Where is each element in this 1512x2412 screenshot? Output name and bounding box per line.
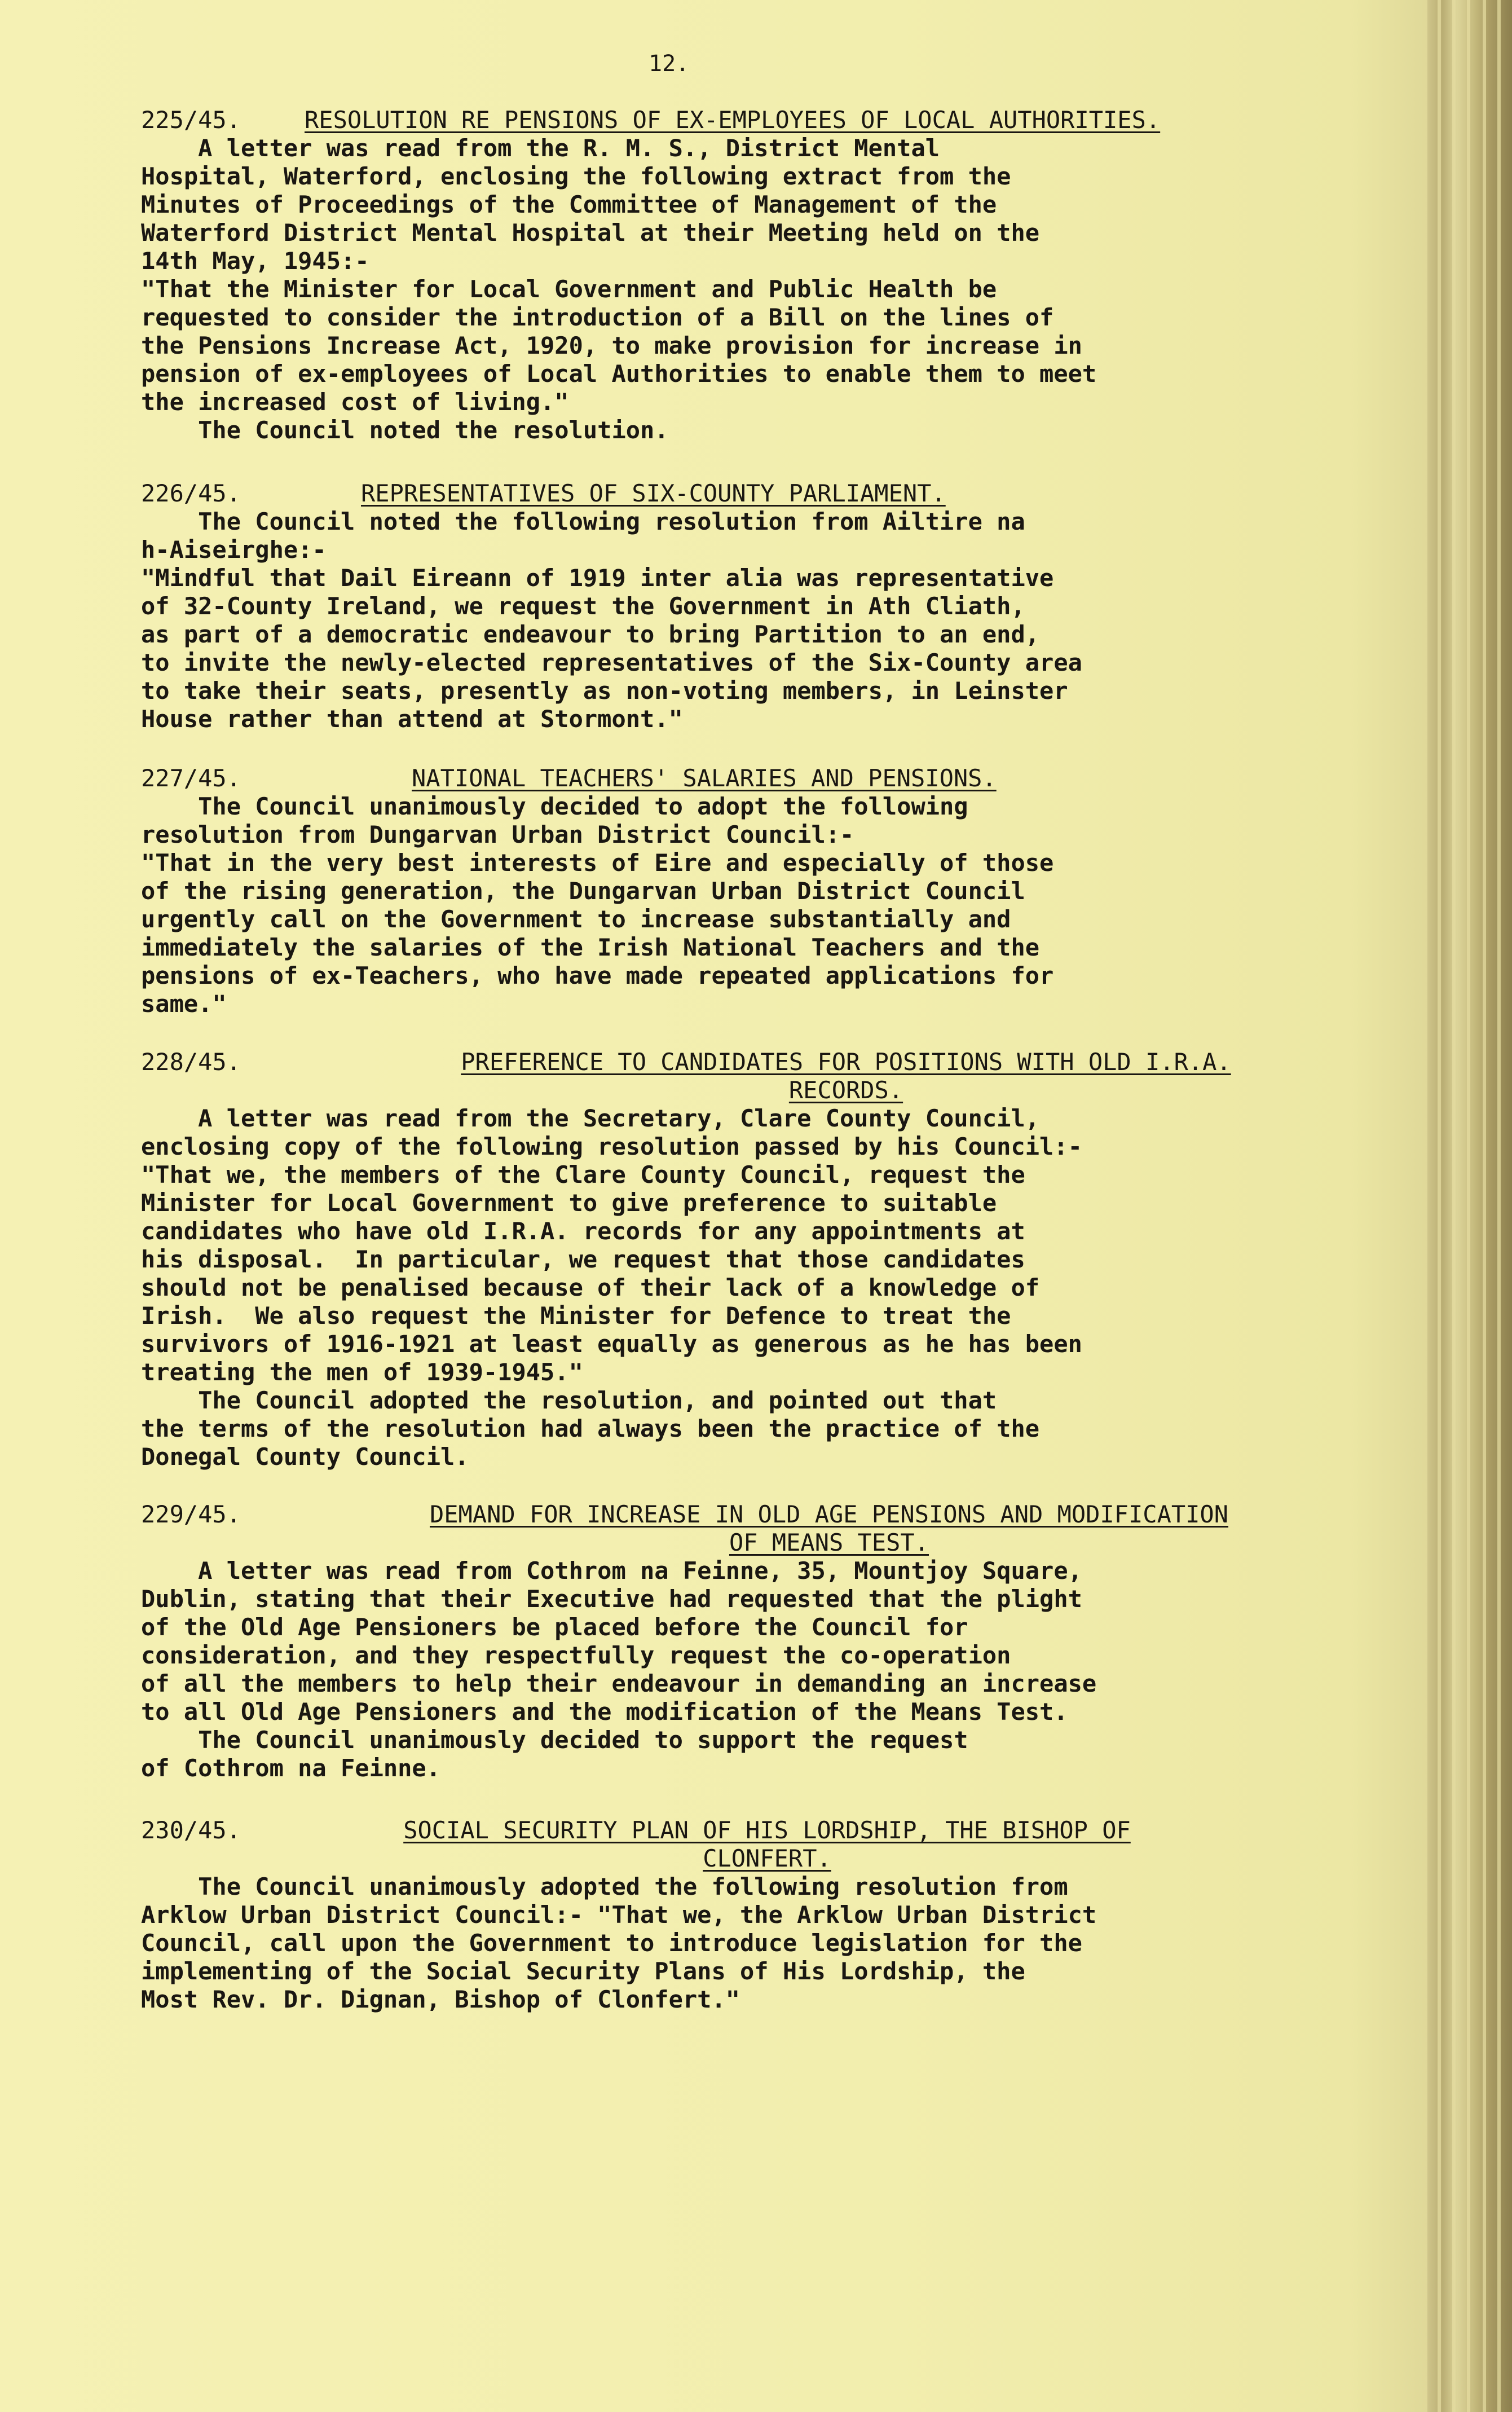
minute-heading: RESOLUTION RE PENSIONS OF EX-EMPLOYEES OF LOCAL AUTHORITIES. [305, 106, 1161, 134]
body-line: The Council adopted the resolution, and pointed out that [141, 1387, 997, 1414]
body-line: resolution from Dungarvan Urban District Council:- [141, 821, 854, 848]
body-line: pensions of ex-Teachers, who have made repeated applications for [141, 962, 1054, 989]
minute-body [141, 793, 1354, 1018]
body-line: the increased cost of living." [141, 388, 569, 416]
body-line: implementing of the Social Security Plans of His Lordship, the [141, 1957, 1025, 1985]
body-line: his disposal. In particular, we request that those candidates [141, 1245, 1025, 1273]
minute-number: 228/45. [141, 1048, 241, 1076]
body-line: pension of ex-employees of Local Authorities to enable them to meet [141, 360, 1097, 388]
body-line: Donegal County Council. [141, 1443, 469, 1471]
minute-number: 229/45. [141, 1500, 241, 1528]
body-line: the terms of the resolution had always been the practice of the [141, 1415, 1040, 1442]
body-line: treating the men of 1939-1945." [141, 1358, 583, 1386]
body-line: of Cothrom na Feinne. [141, 1754, 441, 1782]
body-line: to all Old Age Pensioners and the modification of the Means Test. [141, 1698, 1068, 1726]
body-line: same." [141, 990, 227, 1018]
body-line: as part of a democratic endeavour to bring Partition to an end, [141, 620, 1040, 648]
body-line: 14th May, 1945:- [141, 247, 369, 275]
body-line: Council, call upon the Government to introduce legislation for the [141, 1929, 1082, 1957]
body-line: "That the Minister for Local Government and Public Health be [141, 275, 997, 303]
body-line: The Council noted the resolution. [141, 416, 669, 444]
body-line: Hospital, Waterford, enclosing the following extract from the [141, 162, 1011, 190]
body-line: Minister for Local Government to give preference to suitable [141, 1189, 997, 1217]
minute-number: 227/45. [141, 764, 241, 792]
body-line: of the Old Age Pensioners be placed before the Council for [141, 1613, 968, 1641]
body-line: immediately the salaries of the Irish National Teachers and the [141, 934, 1040, 961]
body-line: Minutes of Proceedings of the Committee of Management of the [141, 191, 997, 218]
body-line: consideration, and they respectfully request the co-operation [141, 1641, 1011, 1669]
body-line: "Mindful that Dail Eireann of 1919 inter alia was representative [141, 564, 1054, 592]
body-line: requested to consider the introduction of a Bill on the lines of [141, 303, 1054, 331]
minute-entry-229 [141, 1500, 1354, 1782]
minute-number: 230/45. [141, 1816, 241, 1844]
minute-entry-226 [141, 479, 1354, 733]
body-line: Irish. We also request the Minister for Defence to treat the [141, 1302, 1011, 1330]
body-line: of 32-County Ireland, we request the Government in Ath Cliath, [141, 592, 1025, 620]
minute-entry-230 [141, 1816, 1354, 2014]
body-line: "That we, the members of the Clare County Council, request the [141, 1161, 1025, 1189]
body-line: candidates who have old I.R.A. records for any appointments at [141, 1217, 1025, 1245]
body-line: A letter was read from the Secretary, Clare County Council, [141, 1104, 1040, 1132]
body-line: to take their seats, presently as non-voting members, in Leinster [141, 677, 1068, 705]
minute-entry-228 [141, 1048, 1354, 1471]
minute-body [141, 1873, 1354, 2014]
body-line: survivors of 1916-1921 at least equally as generous as he has been [141, 1330, 1082, 1358]
minute-heading: REPRESENTATIVES OF SIX-COUNTY PARLIAMENT. [361, 479, 946, 507]
body-line: A letter was read from Cothrom na Feinne, 35, Mountjoy Square, [141, 1557, 1082, 1584]
minute-number: 225/45. [141, 106, 241, 134]
body-line: to invite the newly-elected representatives of the Six-County area [141, 649, 1082, 676]
page-number: 12. [649, 51, 690, 77]
body-line: should not be penalised because of their lack of a knowledge of [141, 1274, 1040, 1301]
body-line: A letter was read from the R. M. S., District Mental [141, 134, 940, 162]
body-line: Waterford District Mental Hospital at their Meeting held on the [141, 219, 1040, 247]
body-line: enclosing copy of the following resolution passed by his Council:- [141, 1133, 1082, 1160]
body-line: House rather than attend at Stormont." [141, 705, 683, 733]
minute-heading: DEMAND FOR INCREASE IN OLD AGE PENSIONS AND MODIFICATION OF MEANS TEST. [429, 1500, 1229, 1556]
body-line: The Council noted the following resolution from Ailtire na [141, 508, 1025, 535]
minute-body [141, 1557, 1354, 1782]
minute-heading: NATIONAL TEACHERS' SALARIES AND PENSIONS. [412, 764, 997, 792]
minute-entry-225 [141, 106, 1354, 444]
body-line: The Council unanimously decided to adopt the following [141, 793, 968, 820]
body-line: "That in the very best interests of Eire and especially of those [141, 849, 1054, 877]
body-line: of all the members to help their endeavour in demanding an increase [141, 1670, 1097, 1697]
body-line: of the rising generation, the Dungarvan Urban District Council [141, 877, 1025, 905]
body-line: The Council unanimously decided to support the request [141, 1726, 968, 1754]
minute-heading: SOCIAL SECURITY PLAN OF HIS LORDSHIP, THE BISHOP OF CLONFERT. [403, 1816, 1131, 1872]
minute-entry-227 [141, 764, 1354, 1018]
body-line: Dublin, stating that their Executive had requested that the plight [141, 1585, 1082, 1613]
body-line: Arklow Urban District Council:- "That we, the Arklow Urban District [141, 1901, 1097, 1929]
book-binding-edge [1427, 0, 1512, 2412]
body-line: urgently call on the Government to increase substantially and [141, 905, 1011, 933]
minute-body [141, 508, 1354, 733]
body-line: h-Aiseirghe:- [141, 536, 327, 564]
body-line: Most Rev. Dr. Dignan, Bishop of Clonfert." [141, 1986, 740, 2013]
minute-number: 226/45. [141, 479, 241, 507]
body-line: the Pensions Increase Act, 1920, to make provision for increase in [141, 332, 1082, 359]
minute-body [141, 1104, 1354, 1471]
minute-heading: PREFERENCE TO CANDIDATES FOR POSITIONS WITH OLD I.R.A. RECORDS. [461, 1048, 1231, 1104]
body-line: The Council unanimously adopted the following resolution from [141, 1873, 1068, 1900]
minute-body [141, 134, 1354, 444]
